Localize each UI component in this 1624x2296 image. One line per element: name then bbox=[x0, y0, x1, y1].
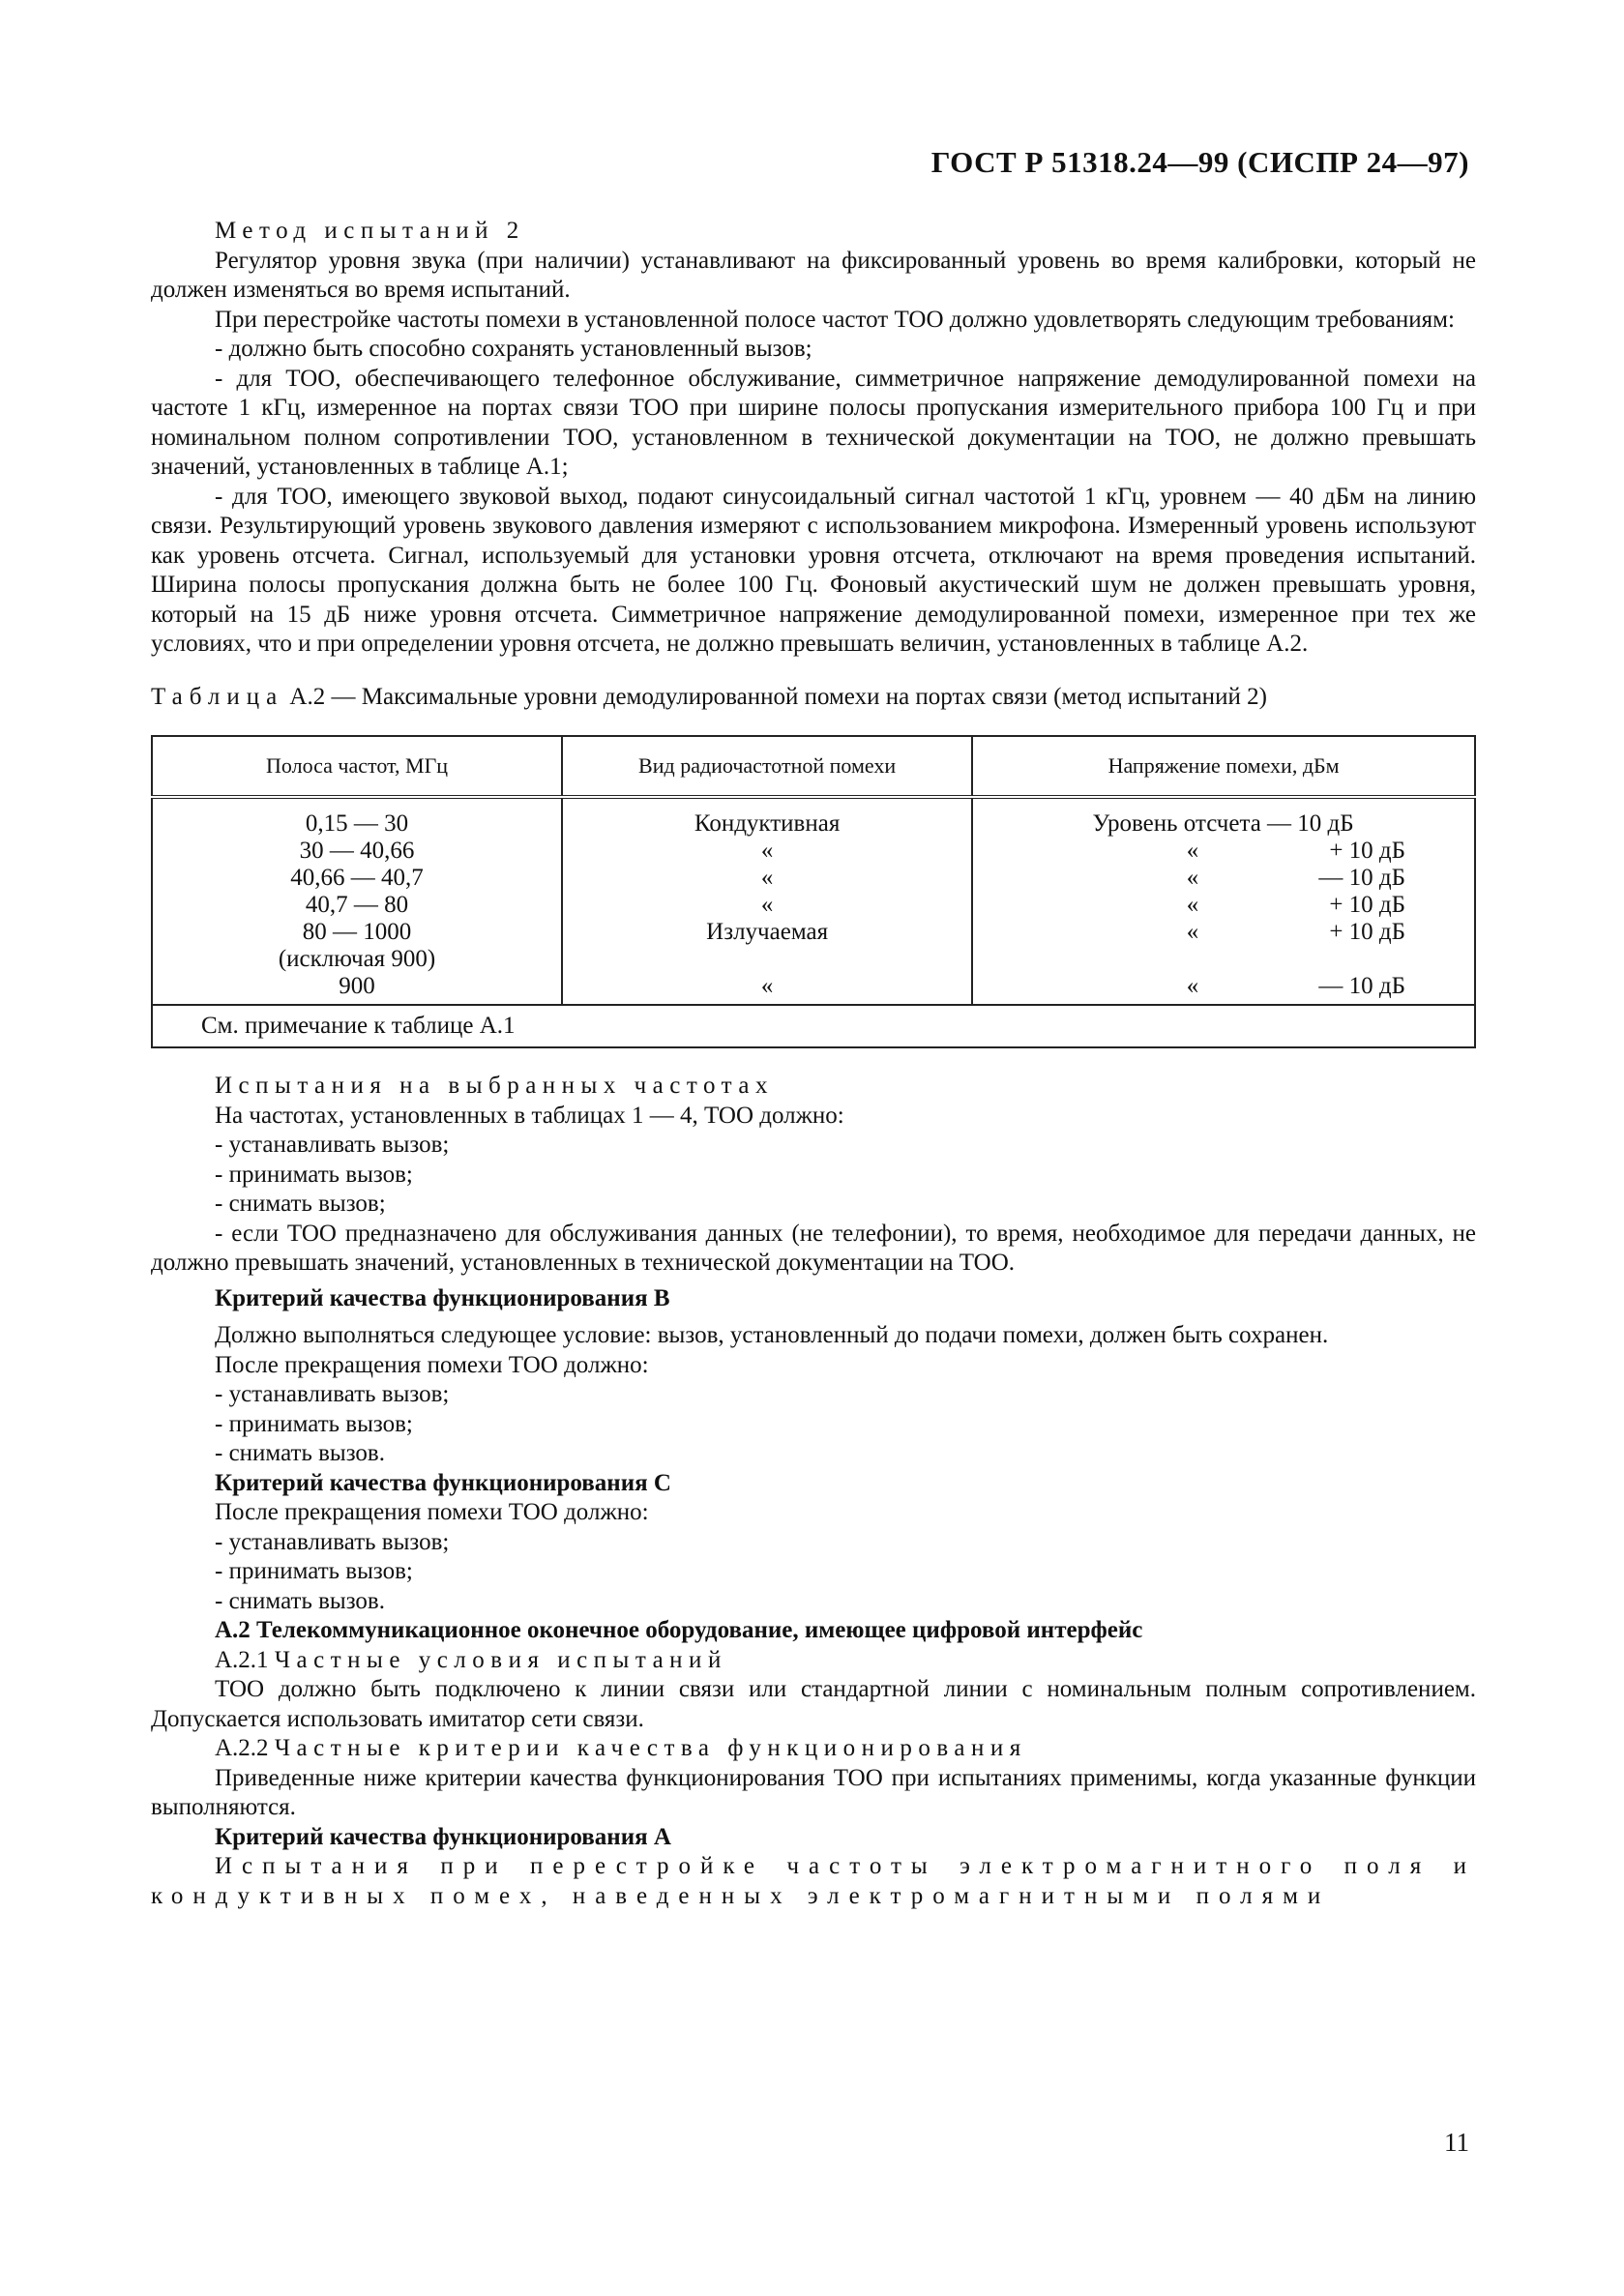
page-content bbox=[151, 217, 1476, 1911]
list-item: - снимать вызов. bbox=[215, 1440, 385, 1466]
table-col-frequency bbox=[152, 797, 562, 1005]
table-header-voltage: Напряжение помехи, дБм bbox=[972, 736, 1475, 797]
table-cell: 900 bbox=[339, 973, 375, 999]
table-cell: 80 — 1000 bbox=[302, 919, 412, 945]
paragraph: Регулятор уровня звука (при наличии) устанавливают на фиксированный уровень во время калибровки, который не должен изменяться во время испытаний. bbox=[151, 247, 1476, 303]
table-header-frequency: Полоса частот, МГц bbox=[152, 736, 562, 797]
interference-table bbox=[151, 735, 1476, 1048]
table-cell: « bbox=[760, 973, 774, 999]
table-cell: « bbox=[760, 892, 774, 918]
criterion-a-title: Критерий качества функционирования А bbox=[215, 1823, 671, 1850]
table-cell: Уровень отсчета — 10 дБ bbox=[1092, 810, 1354, 837]
ditto-mark: « bbox=[1186, 865, 1199, 891]
table-cell: Кондуктивная bbox=[694, 810, 841, 837]
section-a2-title: А.2 Телекоммуникационное оконечное оборудование, имеющее цифровой интерфейс bbox=[215, 1617, 1143, 1643]
table-cell bbox=[973, 838, 1473, 865]
list-item: - для ТОО, имеющего звуковой выход, подают синусоидальный сигнал частотой 1 кГц, уровнем — 40 дБм на линию связи. Результирующий уровень звукового давления измеряют с использованием микрофона. Измеренный уровень используют как уровень отсчета. Сигнал, используемый для установки уровня отсчета, отключают на время проведения испытаний. Ширина полосы пропускания должна быть не более 100 Гц. Фоновый акустический шум не должен превышать уровня, который на 15 дБ ниже уровня отсчета. Симметричное напряжение демодулированной помехи, измеренное при тех же условиях, что и при определении уровня отсчета, не должно превышать величин, установленных в таблице А.2. bbox=[151, 483, 1476, 657]
table-cell: (исключая 900) bbox=[278, 946, 436, 972]
table-value: — 10 дБ bbox=[1318, 973, 1405, 999]
criterion-b-title: Критерий качества функционирования В bbox=[215, 1284, 670, 1311]
list-item: - должно быть способно сохранять установленный вызов; bbox=[215, 336, 812, 362]
table-caption-label: Таблица bbox=[151, 683, 284, 710]
paragraph: На частотах, установленных в таблицах 1 — 4, ТОО должно: bbox=[215, 1102, 844, 1129]
subsection-number: А.2.1 bbox=[215, 1646, 269, 1673]
standard-header: ГОСТ Р 51318.24—99 (СИСПР 24—97) bbox=[930, 145, 1469, 179]
table-value: + 10 дБ bbox=[1329, 892, 1405, 918]
table-cell: 0,15 — 30 bbox=[305, 810, 409, 837]
list-item: - устанавливать вызов; bbox=[215, 1528, 450, 1555]
final-spaced-heading: Испытания при перестройке частоты электромагнитного поля и кондуктивных помех, наведенных электромагнитными полями bbox=[151, 1853, 1476, 1909]
list-item: - принимать вызов; bbox=[215, 1161, 413, 1188]
ditto-mark: « bbox=[1186, 892, 1199, 918]
ditto-mark: « bbox=[1186, 973, 1199, 999]
list-item: - снимать вызов; bbox=[215, 1191, 386, 1217]
table-caption bbox=[151, 683, 1476, 713]
subsection-a21-heading bbox=[151, 1646, 1476, 1676]
paragraph: ТОО должно быть подключено к линии связи или стандартной линии с номинальным полным сопротивлением. Допускается использовать имитатор сети связи. bbox=[151, 1676, 1476, 1732]
paragraph: Должно выполняться следующее условие: вызов, установленный до подачи помехи, должен быть сохранен. bbox=[215, 1322, 1329, 1348]
table-cell: 40,66 — 40,7 bbox=[290, 865, 424, 891]
paragraph: После прекращения помехи ТОО должно: bbox=[215, 1499, 649, 1525]
table-note: См. примечание к таблице А.1 bbox=[152, 1005, 1475, 1047]
table-cell: 40,7 — 80 bbox=[305, 892, 409, 918]
ditto-mark: « bbox=[1186, 838, 1199, 864]
table-cell bbox=[973, 973, 1473, 1000]
table-value: — 10 дБ bbox=[1318, 865, 1405, 891]
ditto-mark: « bbox=[1186, 919, 1199, 945]
list-item: - снимать вызов. bbox=[215, 1587, 385, 1614]
table-caption-text: А.2 — Максимальные уровни демодулированной помехи на портах связи (метод испытаний 2) bbox=[289, 683, 1267, 710]
paragraph: После прекращения помехи ТОО должно: bbox=[215, 1351, 649, 1378]
table-value: + 10 дБ bbox=[1329, 838, 1405, 864]
method2-title: Метод испытаний 2 bbox=[215, 218, 525, 244]
table-cell-empty bbox=[973, 946, 1473, 973]
subsection-title: Частные критерии качества функционирования bbox=[274, 1735, 1027, 1761]
table-cell: Излучаемая bbox=[706, 919, 829, 945]
table-header-type: Вид радиочастотной помехи bbox=[562, 736, 972, 797]
subsection-a22-heading bbox=[151, 1734, 1476, 1764]
paragraph: При перестройке частоты помехи в установленной полосе частот ТОО должно удовлетворять следующим требованиям: bbox=[215, 306, 1455, 333]
table-col-type bbox=[562, 797, 972, 1005]
table-col-voltage bbox=[972, 797, 1475, 1005]
selected-freq-title: Испытания на выбранных частотах bbox=[215, 1073, 774, 1099]
table-cell bbox=[973, 892, 1473, 919]
subsection-number: А.2.2 bbox=[215, 1735, 269, 1761]
table-value: + 10 дБ bbox=[1329, 919, 1405, 945]
table-cell: 30 — 40,66 bbox=[299, 838, 415, 864]
table-cell bbox=[973, 865, 1473, 892]
table-cell bbox=[564, 946, 970, 973]
list-item: - принимать вызов; bbox=[215, 1558, 413, 1584]
list-item: - устанавливать вызов; bbox=[215, 1381, 450, 1407]
page-number: 11 bbox=[1444, 2128, 1469, 2157]
criterion-c-title: Критерий качества функционирования С bbox=[215, 1469, 671, 1496]
table-cell bbox=[973, 919, 1473, 946]
list-item: - для ТОО, обеспечивающего телефонное обслуживание, симметричное напряжение демодулированной помехи на частоте 1 кГц, измеренное на портах связи ТОО при ширине полосы пропускания измерительного прибора 100 Гц и при номинальном полном сопротивлении ТОО, установленном в технической документации на ТОО, не должно превышать значений, установленных в таблице А.1; bbox=[151, 365, 1476, 480]
table-cell: « bbox=[760, 838, 774, 864]
subsection-title: Частные условия испытаний bbox=[274, 1646, 727, 1673]
list-item: - если ТОО предназначено для обслуживания данных (не телефонии), то время, необходимое для передачи данных, не должно превышать значений, установленных в технической документации на ТОО. bbox=[151, 1220, 1476, 1276]
paragraph: Приведенные ниже критерии качества функционирования ТОО при испытаниях применимы, когда указанные функции выполняются. bbox=[151, 1764, 1476, 1820]
list-item: - принимать вызов; bbox=[215, 1410, 413, 1437]
list-item: - устанавливать вызов; bbox=[215, 1132, 450, 1158]
table-cell: « bbox=[760, 865, 774, 891]
